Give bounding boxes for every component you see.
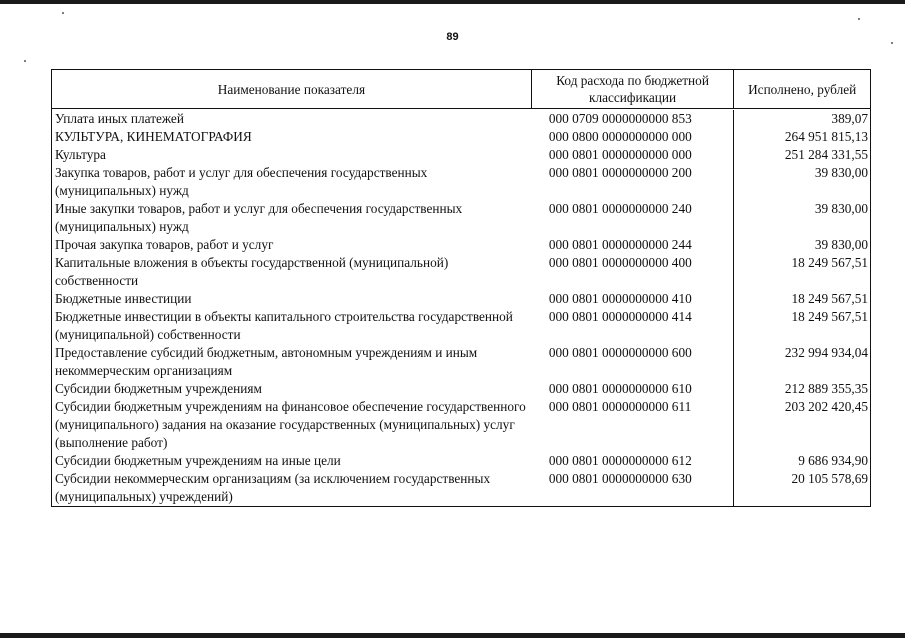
table-row [52,236,870,254]
row-amount-cell: 18 249 567,51 [791,255,868,270]
row-name-cell: Прочая закупка товаров, работ и услуг [55,237,274,252]
row-name-cell: Бюджетные инвестиции [55,291,192,306]
row-name-cell: Субсидии некоммерческим организациям (за исключением государственных (муниципальных) учреждений) [55,471,491,504]
row-name-cell: Субсидии бюджетным учреждениям [55,381,262,396]
row-amount-cell: 18 249 567,51 [791,309,868,324]
table-row [52,146,870,164]
row-code-cell: 000 0801 0000000000 000 [532,146,735,164]
header-name: Наименование показателя [52,70,532,108]
budget-table [51,69,871,507]
row-name-cell: Бюджетные инвестиции в объекты капитального строительства государственной (муниципальной) собственности [55,309,513,342]
table-row [52,200,870,236]
row-name-cell: КУЛЬТУРА, КИНЕМАТОГРАФИЯ [55,129,252,144]
table-row [52,398,870,452]
page-number: 89 [446,31,459,43]
scan-speck [24,60,26,62]
row-name-cell: Культура [55,147,106,162]
row-name-cell: Предоставление субсидий бюджетным, автономным учреждениям и иным некоммерческим организациям [55,345,478,378]
row-code-cell: 000 0801 0000000000 200 [532,164,735,200]
table-row [52,344,870,380]
row-amount-cell: 264 951 815,13 [784,129,868,144]
row-code-cell: 000 0801 0000000000 414 [532,308,735,344]
row-code-cell: 000 0801 0000000000 240 [532,200,735,236]
table-row [52,254,870,290]
row-name-cell: Закупка товаров, работ и услуг для обеспечения государственных (муниципальных) нужд [55,165,428,198]
row-amount-cell: 39 830,00 [814,165,868,180]
row-amount-cell: 18 249 567,51 [791,291,868,306]
row-code-cell: 000 0800 0000000000 000 [532,128,735,146]
row-name-cell: Иные закупки товаров, работ и услуг для обеспечения государственных (муниципальных) нужд [55,201,463,234]
scan-speck [62,12,64,14]
table-row [52,164,870,200]
row-code-cell: 000 0801 0000000000 600 [532,344,735,380]
scan-edge-top [0,0,905,4]
row-name-cell: Уплата иных платежей [55,111,184,126]
row-amount-cell: 203 202 420,45 [784,399,868,414]
row-code-cell: 000 0801 0000000000 610 [532,380,735,398]
table-row [52,128,870,146]
table-row [52,290,870,308]
row-name-cell: Капитальные вложения в объекты государственной (муниципальной) собственности [55,255,449,288]
row-code-cell: 000 0801 0000000000 630 [532,470,735,506]
row-code-cell: 000 0801 0000000000 400 [532,254,735,290]
row-amount-cell: 39 830,00 [814,201,868,216]
scan-speck [858,18,860,20]
row-amount-cell: 232 994 934,04 [784,345,868,360]
header-code: Код расхода по бюджетной классификации [532,70,735,108]
table-row [52,380,870,398]
row-code-cell: 000 0801 0000000000 612 [532,452,735,470]
table-row [52,110,870,128]
table-body [51,109,871,507]
row-code-cell: 000 0801 0000000000 244 [532,236,735,254]
table-row [52,470,870,506]
row-amount-cell: 9 686 934,90 [798,453,868,468]
header-amount: Исполнено, рублей [748,81,857,97]
row-name-cell: Субсидии бюджетным учреждениям на финансовое обеспечение государственного (муниципального) задания на оказание государственных (муниципальных) услуг (выполнение работ) [55,399,526,450]
row-code-cell: 000 0709 0000000000 853 [532,110,735,128]
row-amount-cell: 212 889 355,35 [784,381,868,396]
row-amount-cell: 39 830,00 [814,237,868,252]
table-row [52,308,870,344]
row-amount-cell: 389,07 [831,111,868,126]
row-amount-cell: 20 105 578,69 [791,471,868,486]
row-code-cell: 000 0801 0000000000 611 [532,398,735,452]
scan-edge-bottom [0,633,905,638]
table-row [52,452,870,470]
row-amount-cell: 251 284 331,55 [784,147,868,162]
table-header [51,69,871,109]
row-code-cell: 000 0801 0000000000 410 [532,290,735,308]
row-name-cell: Субсидии бюджетным учреждениям на иные цели [55,453,341,468]
